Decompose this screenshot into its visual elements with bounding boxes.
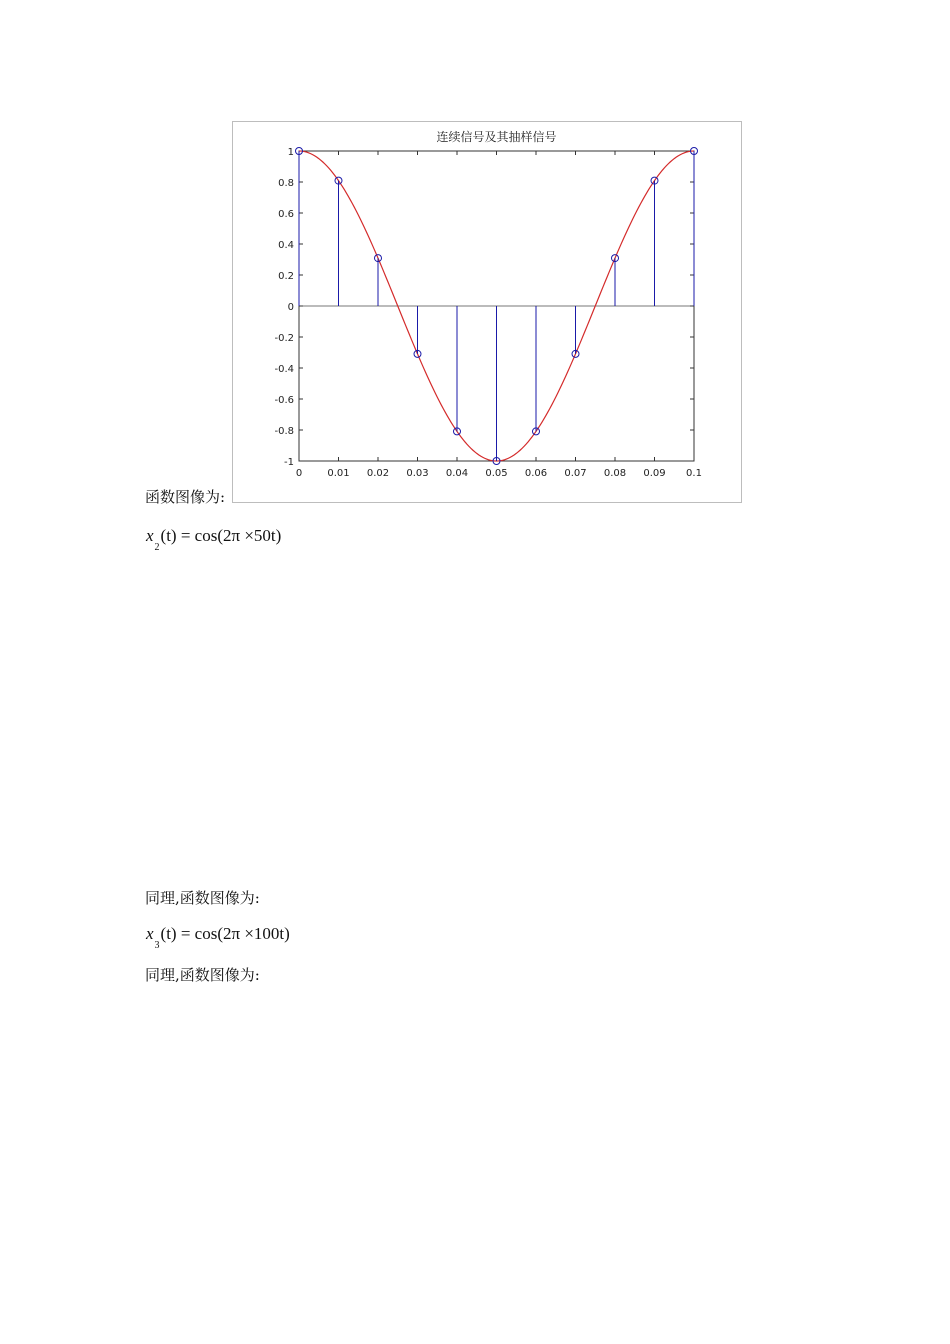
formula-x2-var: x xyxy=(146,526,154,545)
caption-2: 同理,函数图像为: xyxy=(145,889,260,907)
x-tick-label: 0.02 xyxy=(366,468,390,479)
x-tick-label: 0.01 xyxy=(327,468,350,479)
x-tick-label: 0.03 xyxy=(406,468,429,479)
formula-x3 xyxy=(146,924,290,951)
y-tick-label: -0.6 xyxy=(274,395,294,406)
cosine-sampling-chart xyxy=(233,122,741,502)
chart-title: 连续信号及其抽样信号 xyxy=(436,130,557,144)
y-tick-label: -0.2 xyxy=(274,333,294,344)
y-tick-label: -0.4 xyxy=(274,364,294,375)
x-tick-label: 0.1 xyxy=(686,468,702,479)
y-tick-label: 0.2 xyxy=(278,271,294,282)
x-tick-label: 0.07 xyxy=(564,468,587,479)
figure xyxy=(232,121,742,503)
caption-1: 函数图像为: xyxy=(145,488,226,506)
y-tick-label: 0.6 xyxy=(278,209,294,220)
formula-x3-expr: (t) = cos(2π ×100t) xyxy=(160,924,290,943)
y-tick-label: -0.8 xyxy=(274,426,294,437)
y-tick-label: 0.8 xyxy=(278,178,294,189)
x-tick-label: 0 xyxy=(295,468,303,479)
x-tick-label: 0.08 xyxy=(603,468,627,479)
y-tick-label: 1 xyxy=(287,147,294,158)
formula-x3-sub: 3 xyxy=(154,940,160,951)
x-tick-label: 0.04 xyxy=(445,468,469,479)
x-tick-label: 0.05 xyxy=(485,468,508,479)
y-tick-label: 0 xyxy=(287,302,294,313)
y-tick-label: 0.4 xyxy=(278,240,294,251)
formula-x2-expr: (t) = cos(2π ×50t) xyxy=(160,526,282,545)
y-tick-label: -1 xyxy=(284,457,294,468)
formula-x3-var: x xyxy=(146,924,154,943)
caption-3: 同理,函数图像为: xyxy=(145,966,260,984)
x-tick-label: 0.09 xyxy=(643,468,666,479)
formula-x2-sub: 2 xyxy=(154,542,160,553)
formula-x2 xyxy=(146,526,282,553)
x-tick-label: 0.06 xyxy=(524,468,548,479)
